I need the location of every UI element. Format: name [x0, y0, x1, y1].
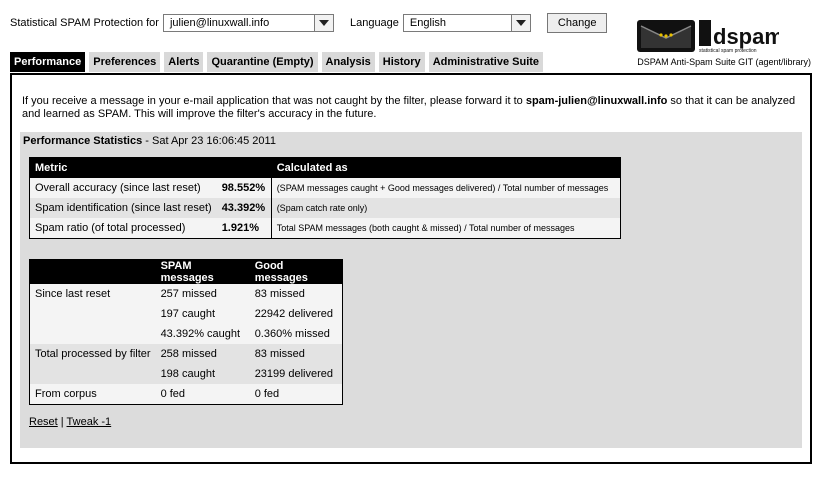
change-button[interactable]: Change [547, 13, 608, 33]
metric-header: Metric [30, 158, 217, 179]
metric-name: Overall accuracy (since last reset) [30, 178, 217, 198]
intro-text [22, 95, 802, 121]
metrics-header-row [30, 158, 621, 179]
row-label: Since last reset [30, 284, 156, 304]
panel-title-text: Performance Statistics [23, 135, 143, 147]
row-label: Total processed by filter [30, 344, 156, 364]
content-frame [10, 73, 812, 464]
metrics-table [29, 157, 621, 239]
metric-name: Spam identification (since last reset) [30, 198, 217, 218]
row-label [30, 324, 156, 344]
good-cell: 83 missed [250, 344, 343, 364]
table-row [30, 284, 343, 304]
performance-panel [20, 132, 802, 448]
spam-cell: 258 missed [156, 344, 250, 364]
message-stats-table [29, 259, 343, 405]
intro-before: If you receive a message in your e-mail application that was not caught by the filter, please forward it to [22, 95, 526, 107]
spam-cell: 0 fed [156, 384, 250, 405]
good-cell: 83 missed [250, 284, 343, 304]
table-row [30, 324, 343, 344]
metric-formula: (SPAM messages caught + Good messages delivered) / Total number of messages [271, 178, 620, 198]
chevron-down-icon[interactable] [511, 15, 530, 31]
chevron-down-icon[interactable] [314, 15, 333, 31]
table-row [30, 218, 621, 239]
row-label [30, 304, 156, 324]
metric-name: Spam ratio (of total processed) [30, 218, 217, 239]
table-row [30, 364, 343, 384]
row-label: From corpus [30, 384, 156, 405]
table-row [30, 384, 343, 405]
spam-cell: 257 missed [156, 284, 250, 304]
suite-caption: DSPAM Anti-Spam Suite GIT (agent/library) [637, 57, 811, 67]
dspam-logo [637, 18, 779, 54]
good-cell: 0.360% missed [250, 324, 343, 344]
logo-subtext: statistical spam protection [699, 48, 757, 54]
spam-cell: 43.392% caught [156, 324, 250, 344]
stats-header-row [30, 260, 343, 285]
reset-link[interactable]: Reset [29, 416, 58, 428]
metric-formula: (Spam catch rate only) [271, 198, 620, 218]
table-row [30, 344, 343, 364]
language-select[interactable] [403, 14, 531, 32]
value-header [217, 158, 272, 179]
table-row [30, 304, 343, 324]
metric-value: 98.552% [217, 178, 272, 198]
top-bar [10, 12, 607, 34]
logo-graphic [637, 18, 779, 54]
spam-address: spam-julien@linuxwall.info [525, 95, 668, 107]
table-row [30, 198, 621, 218]
good-cell: 0 fed [250, 384, 343, 405]
logo-wordmark: dspam [713, 24, 779, 49]
user-select-value: julien@linuxwall.info [169, 17, 270, 29]
language-label: Language [349, 17, 399, 29]
good-cell: 22942 delivered [250, 304, 343, 324]
table-row [30, 178, 621, 198]
user-select[interactable] [163, 14, 334, 32]
tab-administrative-suite[interactable]: Administrative Suite [429, 52, 543, 72]
metric-value: 1.921% [217, 218, 272, 239]
spam-cell: 198 caught [156, 364, 250, 384]
panel-title [23, 135, 276, 147]
tab-history[interactable]: History [379, 52, 425, 72]
tab-preferences[interactable]: Preferences [89, 52, 160, 72]
row-label [30, 364, 156, 384]
tab-alerts[interactable]: Alerts [164, 52, 203, 72]
tab-quarantine[interactable]: Quarantine (Empty) [207, 52, 317, 72]
row-label-header [30, 260, 156, 285]
good-messages-header: Good messages [250, 260, 343, 285]
tab-analysis[interactable]: Analysis [322, 52, 375, 72]
spam-messages-header: SPAM messages [156, 260, 250, 285]
tweak-link[interactable]: Tweak -1 [66, 416, 112, 428]
action-links [29, 416, 111, 428]
link-separator: | [57, 416, 67, 428]
tab-performance[interactable]: Performance [10, 52, 85, 72]
tab-bar [10, 52, 543, 72]
calculated-as-header: Calculated as [271, 158, 620, 179]
intro-after: so that it can be analyzed and learned as SPAM. This will improve the filter's accuracy in the future. [22, 95, 796, 120]
good-cell: 23199 delivered [250, 364, 343, 384]
language-select-value: English [409, 17, 446, 29]
metric-formula: Total SPAM messages (both caught & missed) / Total number of messages [271, 218, 620, 239]
panel-timestamp: - Sat Apr 23 16:06:45 2011 [142, 135, 276, 147]
spam-cell: 197 caught [156, 304, 250, 324]
metric-value: 43.392% [217, 198, 272, 218]
protection-label: Statistical SPAM Protection for [10, 17, 159, 29]
